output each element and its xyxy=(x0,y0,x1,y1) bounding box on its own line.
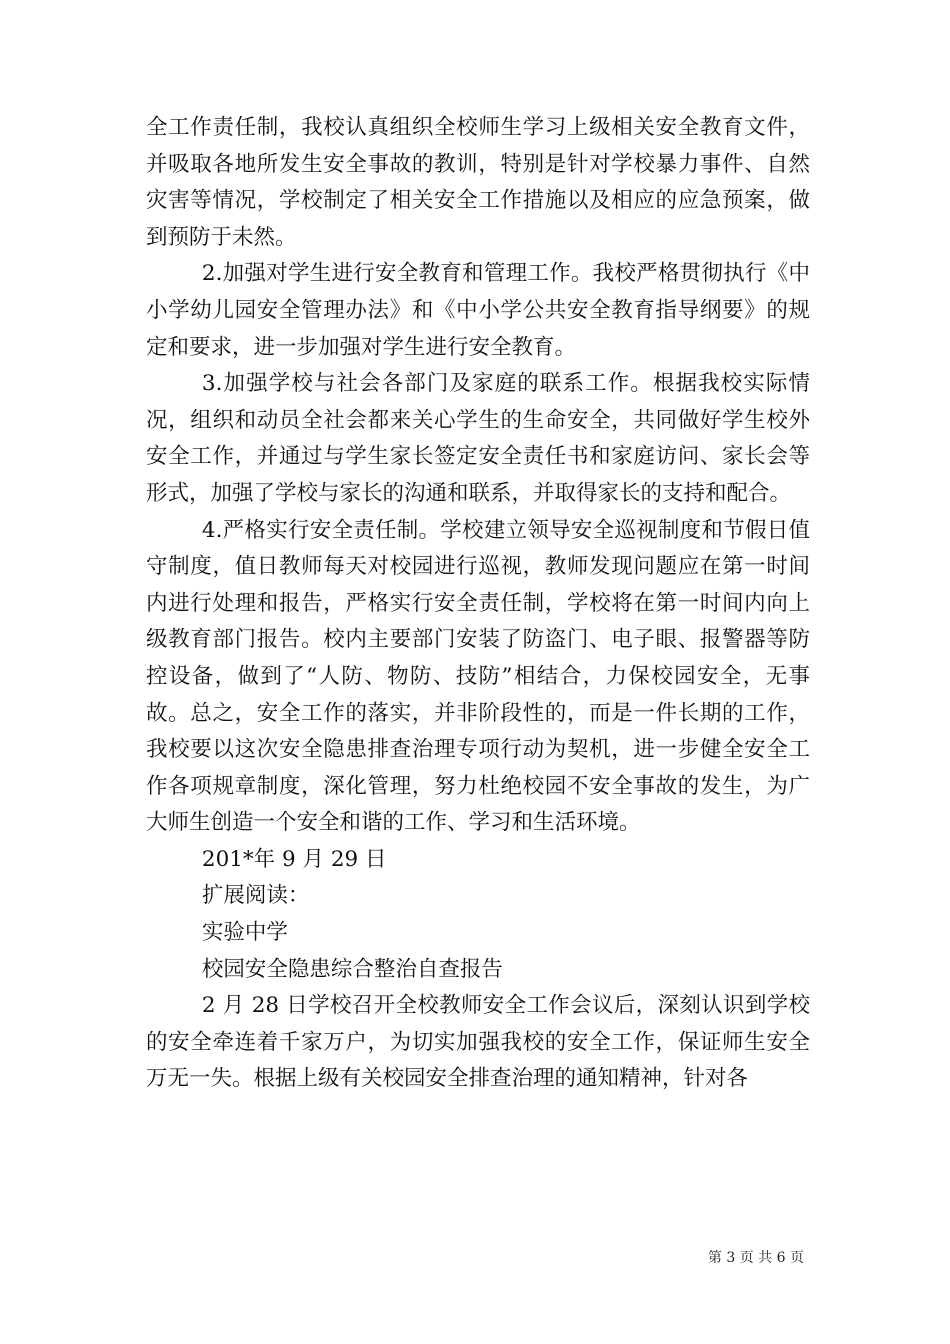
school-name: 实验中学 xyxy=(201,920,288,946)
paragraph-continued: 全工作责任制，我校认真组织全校师生学习上级相关安全教育文件，并吸取各地所发生安全事故的教训，特别是针对学校暴力事件、自然灾害等情况，学校制定了相关安全工作措施以及相应的应急预案，做到预防于未然。 xyxy=(146,115,810,250)
document-body xyxy=(146,110,810,1098)
paragraph-item-3: 3.加强学校与社会各部门及家庭的联系工作。根据我校实际情况，组织和动员全社会都来关心学生的生命安全，共同做好学生校外安全工作，并通过与学生家长签定安全责任书和家庭访问、家长会等形式，加强了学校与家长的沟通和联系，并取得家长的支持和配合。 xyxy=(146,371,810,506)
paragraph-item-4: 4.严格实行安全责任制。学校建立领导安全巡视制度和节假日值守制度，值日教师每天对校园进行巡视，教师发现问题应在第一时间内进行处理和报告，严格实行安全责任制，学校将在第一时间内向上级教育部门报告。校内主要部门安装了防盗门、电子眼、报警器等防控设备，做到了“人防、物防、技防”相结合，力保校园安全，无事故。总之，安全工作的落实，并非阶段性的，而是一件长期的工作，我校要以这次安全隐患排查治理专项行动为契机，进一步健全安全工作各项规章制度，深化管理，努力杜绝校园不安全事故的发生，为广大师生创造一个安全和谐的工作、学习和生活环境。 xyxy=(146,517,810,836)
report-paragraph: 2 月 28 日学校召开全校教师安全工作会议后，深刻认识到学校的安全牵连着千家万户，为切实加强我校的安全工作，保证师生安全万无一失。根据上级有关校园安全排查治理的通知精神，针对各 xyxy=(146,993,810,1092)
paragraph-item-2: 2.加强对学生进行安全教育和管理工作。我校严格贯彻执行《中小学幼儿园安全管理办法》和《中小学公共安全教育指导纲要》的规定和要求，进一步加强对学生进行安全教育。 xyxy=(146,261,810,360)
date-line: 201*年 9 月 29 日 xyxy=(201,846,387,872)
report-title: 校园安全隐患综合整治自查报告 xyxy=(201,956,503,982)
page-number: 第 3 页 共 6 页 xyxy=(707,1250,804,1266)
extended-reading-label: 扩展阅读： xyxy=(201,883,310,909)
